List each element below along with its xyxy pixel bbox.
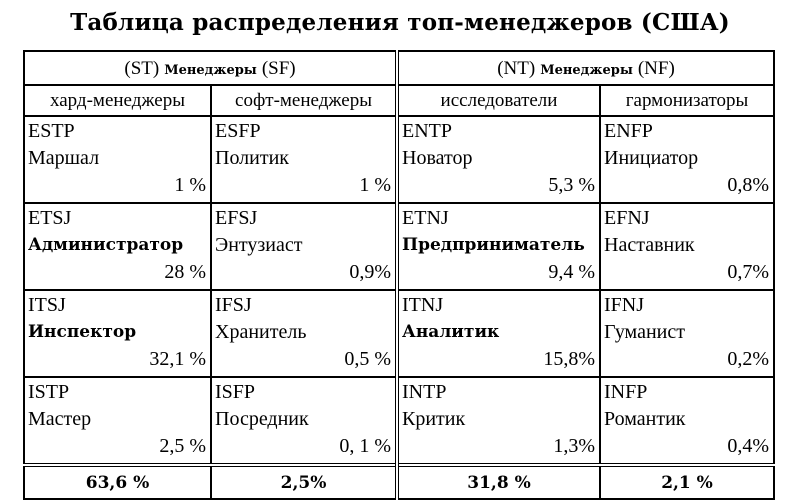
type-cell bbox=[211, 377, 397, 465]
group-label: Менеджеры bbox=[540, 62, 633, 78]
type-percent: 1,3% bbox=[553, 435, 596, 457]
type-name: Критик bbox=[402, 408, 466, 430]
type-code: ITNJ bbox=[402, 294, 444, 316]
type-name: Наставник bbox=[604, 234, 695, 256]
type-cell bbox=[397, 290, 600, 377]
type-percent: 1 % bbox=[174, 174, 206, 196]
type-cell bbox=[397, 116, 600, 203]
type-name: Инициатор bbox=[604, 147, 699, 169]
type-percent: 15,8% bbox=[543, 348, 596, 370]
total-cell: 2,1 % bbox=[600, 465, 774, 499]
type-percent: 1 % bbox=[359, 174, 392, 196]
table-row bbox=[24, 290, 774, 377]
type-code: ENFP bbox=[604, 120, 653, 142]
type-percent: 0,5 % bbox=[344, 348, 392, 370]
total-cell: 31,8 % bbox=[397, 465, 600, 499]
type-code: INTP bbox=[402, 381, 447, 403]
type-cell bbox=[211, 290, 397, 377]
type-percent: 0,4% bbox=[727, 435, 770, 457]
type-code: ENTP bbox=[402, 120, 453, 142]
type-code: ETNJ bbox=[402, 207, 449, 229]
total-cell: 63,6 % bbox=[24, 465, 211, 499]
total-cell: 2,5% bbox=[211, 465, 397, 499]
type-percent: 28 % bbox=[164, 261, 206, 283]
type-cell bbox=[600, 377, 774, 465]
totals-row bbox=[24, 465, 774, 499]
type-percent: 2,5 % bbox=[159, 435, 206, 457]
type-cell bbox=[24, 116, 211, 203]
type-code: ETSJ bbox=[28, 207, 72, 229]
group-label: Менеджеры bbox=[164, 62, 257, 78]
type-code: EFSJ bbox=[215, 207, 258, 229]
type-name: Администратор bbox=[28, 235, 184, 255]
type-name: Энтузиаст bbox=[215, 234, 303, 256]
column-header: софт-менеджеры bbox=[211, 85, 397, 116]
type-cell bbox=[24, 290, 211, 377]
type-cell bbox=[24, 203, 211, 290]
page-title: Таблица распределения топ-менеджеров (США) bbox=[70, 9, 730, 36]
type-code: INFP bbox=[604, 381, 648, 403]
distribution-table bbox=[23, 50, 775, 500]
type-percent: 5,3 % bbox=[548, 174, 596, 196]
group-right-code: (NF) bbox=[637, 57, 675, 79]
group-left-code: (NT) bbox=[497, 57, 536, 79]
group-header-nt-nf bbox=[397, 51, 774, 85]
type-name: Маршал bbox=[28, 147, 100, 169]
type-percent: 0,9% bbox=[349, 261, 392, 283]
group-header-row bbox=[24, 51, 774, 85]
type-name: Инспектор bbox=[28, 322, 137, 342]
type-cell bbox=[211, 116, 397, 203]
type-percent: 0, 1 % bbox=[339, 435, 392, 457]
type-percent: 0,2% bbox=[727, 348, 770, 370]
type-cell bbox=[397, 377, 600, 465]
type-code: IFNJ bbox=[604, 294, 645, 316]
type-code: ITSJ bbox=[28, 294, 66, 316]
type-name: Посредник bbox=[215, 408, 309, 430]
type-name: Предприниматель bbox=[402, 235, 585, 255]
table-row bbox=[24, 377, 774, 465]
type-code: ISFP bbox=[215, 381, 256, 403]
type-name: Мастер bbox=[28, 408, 92, 430]
type-name: Политик bbox=[215, 147, 290, 169]
type-name: Новатор bbox=[402, 147, 473, 169]
type-percent: 32,1 % bbox=[149, 348, 206, 370]
column-header: хард-менеджеры bbox=[24, 85, 211, 116]
type-name: Гуманист bbox=[604, 321, 685, 343]
type-code: EFNJ bbox=[604, 207, 650, 229]
type-code: ESFP bbox=[215, 120, 261, 142]
type-name: Романтик bbox=[604, 408, 686, 430]
type-name: Аналитик bbox=[402, 322, 500, 342]
table-row bbox=[24, 116, 774, 203]
type-cell bbox=[600, 290, 774, 377]
type-cell bbox=[211, 203, 397, 290]
type-cell bbox=[600, 203, 774, 290]
type-cell bbox=[397, 203, 600, 290]
type-cell bbox=[24, 377, 211, 465]
column-header-row bbox=[24, 85, 774, 116]
group-header-st-sf bbox=[24, 51, 397, 85]
group-right-code: (SF) bbox=[261, 57, 296, 79]
column-header: исследователи bbox=[397, 85, 600, 116]
type-code: IFSJ bbox=[215, 294, 252, 316]
type-percent: 0,8% bbox=[727, 174, 770, 196]
group-left-code: (ST) bbox=[124, 57, 160, 79]
type-name: Хранитель bbox=[215, 321, 307, 343]
column-header: гармонизаторы bbox=[600, 85, 774, 116]
type-code: ISTP bbox=[28, 381, 70, 403]
table-row bbox=[24, 203, 774, 290]
type-percent: 9,4 % bbox=[548, 261, 596, 283]
type-code: ESTP bbox=[28, 120, 75, 142]
type-percent: 0,7% bbox=[727, 261, 770, 283]
type-cell bbox=[600, 116, 774, 203]
